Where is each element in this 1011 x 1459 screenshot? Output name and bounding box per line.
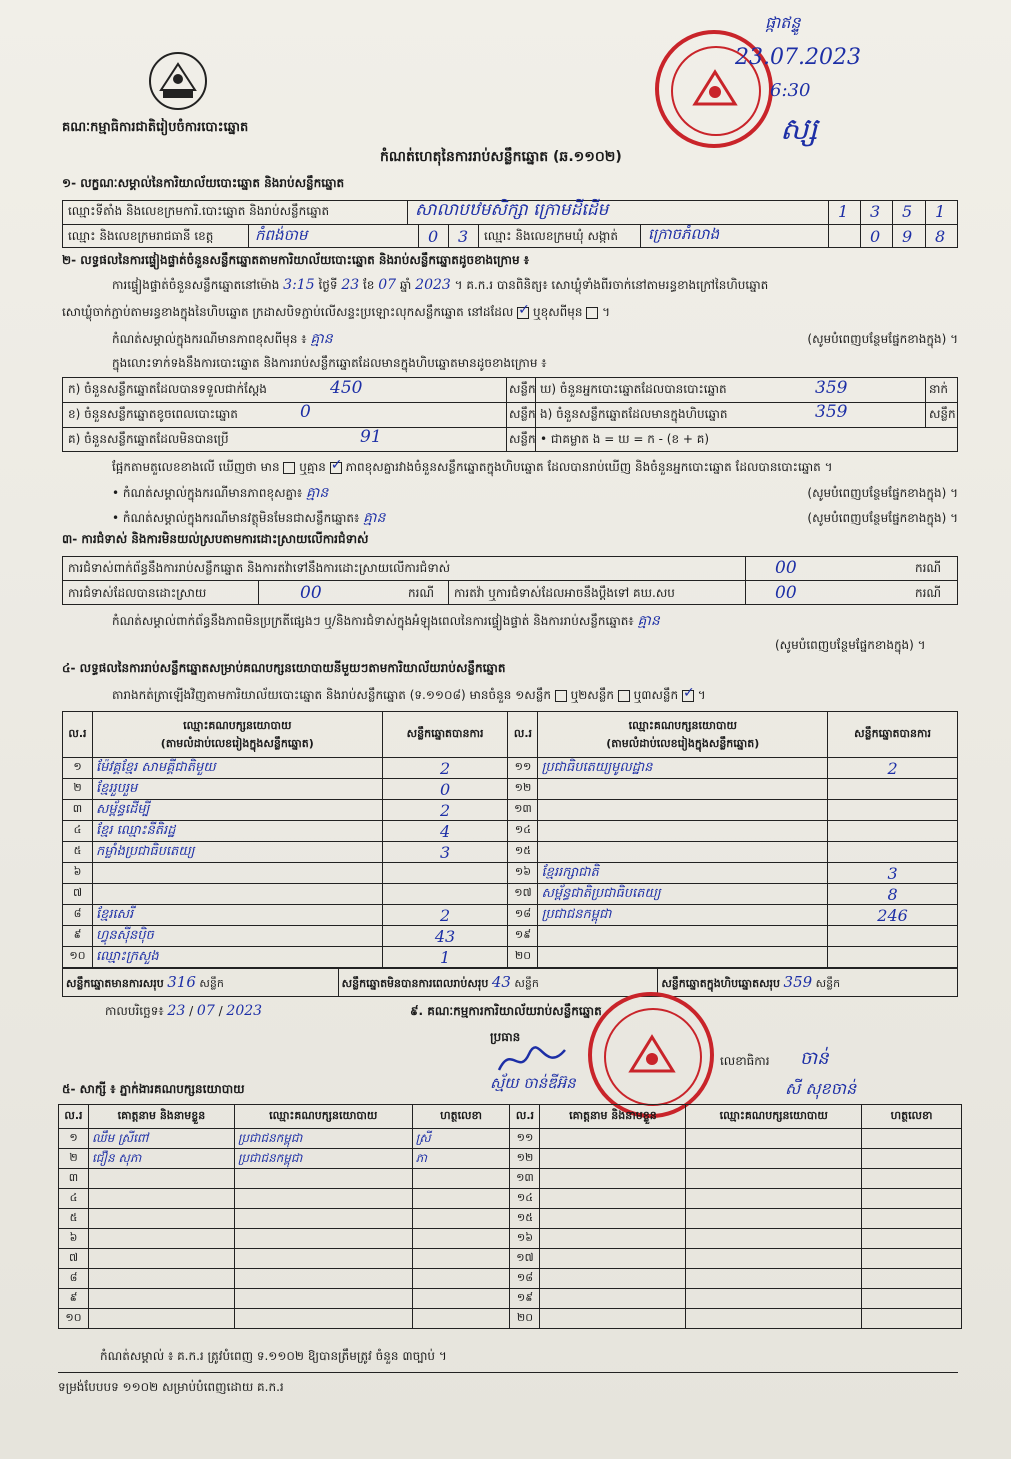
col-votes-left: សន្លឹកឆ្នោតបានការ [382,712,508,758]
party-name: សម្ព័ន្ធដើម្បី [92,800,382,821]
witness-signature [862,1149,962,1169]
party-no: ១០ [63,947,93,968]
party-result-row [63,884,958,905]
commune-value: ក្រោចភំលាង [648,225,720,243]
witness-name [540,1149,686,1169]
party-no: ៩ [63,926,93,947]
secretary-label: លេខាធិការ [720,1054,770,1068]
party-votes: 1 [382,947,508,968]
province-code-1: 0 [428,227,439,246]
party-votes: 43 [382,926,508,947]
witness-no: ២០ [510,1309,540,1329]
party-no: ១៧ [508,884,538,905]
witness-row [59,1309,962,1329]
party-name [538,842,828,863]
witness-signature [862,1129,962,1149]
party-votes: 0 [382,779,508,800]
col-votes-right: សន្លឹកឆ្នោតបានការ [828,712,958,758]
col-no-left: ល.រ [63,712,93,758]
party-votes: 246 [828,905,958,926]
witness-name [88,1209,234,1229]
receipt-date: 23.07.2023 [735,45,861,70]
unused-value: 91 [360,427,382,447]
committee-name: គណៈកម្មាធិការជាតិរៀបចំការបោះឆ្នោត [62,120,249,135]
party-name: សម្ព័ន្ធជាតិប្រជាធិបតេយ្យ [538,884,828,905]
witness-no: ៣ [59,1169,89,1189]
two-sheets-checkbox[interactable] [618,690,630,702]
party-name [538,926,828,947]
witness-party [686,1129,862,1149]
three-sheets-checkbox[interactable] [682,690,694,702]
witness-signature: ភា [412,1149,510,1169]
committee-label: ៩. គណៈកម្មការការិយាល័យរាប់សន្លឹកឆ្នោត [410,1004,602,1018]
objection-row2-value: 00 [300,583,322,603]
witness-col-name-right: គោត្តនាម និងនាមខ្លួន [540,1105,686,1129]
location-code-2: 3 [870,202,881,221]
witness-signature: ស្រី [412,1129,510,1149]
witness-party [686,1169,862,1189]
party-no: ១១ [508,758,538,779]
witness-table [58,1104,962,1329]
witness-signature [412,1229,510,1249]
witness-col-party-right: ឈ្មោះគណបក្សនយោបាយ [686,1105,862,1129]
witness-signature [412,1289,510,1309]
witness-no: ១២ [510,1149,540,1169]
witness-row [59,1149,962,1169]
receipt-signature: ស្ស [780,112,818,147]
party-votes: 2 [382,905,508,926]
party-name [538,800,828,821]
witness-party [234,1209,412,1229]
party-name: ឈ្មោះក្រសួង [92,947,382,968]
party-votes [828,926,958,947]
witness-row [59,1269,962,1289]
total-invalid-cell: សន្លឹកឆ្នោតមិនបានការពេលរាប់សរុប 43 សន្លឹក [338,969,658,997]
voters-label: ឃ) ចំនួនអ្នកបោះឆ្នោតដែលបានបោះឆ្នោត [540,382,727,396]
witness-col-name-left: គោត្តនាម និងនាមខ្លួន [88,1105,234,1129]
witness-name [540,1289,686,1309]
witness-party [686,1269,862,1289]
party-votes [828,800,958,821]
witness-party [234,1289,412,1309]
party-result-row [63,842,958,863]
witness-party [234,1309,412,1329]
location-code-4: 1 [935,202,946,221]
witness-signature [412,1209,510,1229]
has-difference-checkbox[interactable] [283,462,295,474]
party-name [92,863,382,884]
party-votes [828,842,958,863]
witness-row [59,1289,962,1309]
receipt-time: 6:30 [770,80,811,101]
witness-name [88,1169,234,1189]
party-no: ១៥ [508,842,538,863]
party-no: ១ [63,758,93,779]
section3-heading: ៣- ការជំទាស់ និងការមិនយល់ស្របតាមការដោះស្រាយលើការជំទាស់ [62,532,369,546]
party-name [92,884,382,905]
party-name: ខ្មែរ ឈ្មោះនីតិរដ្ឋ [92,821,382,842]
objection-row2-unit: ករណី [408,586,435,600]
witness-col-sign-right: ហត្ថលេខា [862,1105,962,1129]
party-votes [828,821,958,842]
witness-signature [412,1169,510,1189]
witness-no: ១៣ [510,1169,540,1189]
party-result-row [63,821,958,842]
witness-name: ជឿន សុភា [88,1149,234,1169]
objection-row1-value: 00 [775,558,797,578]
location-value: សាលាបឋមសិក្សា ក្រោមដីដើម [415,200,609,220]
witness-no: ៦ [59,1229,89,1249]
witness-signature [862,1249,962,1269]
objection-row1-unit: ករណី [915,561,942,575]
party-no: ១២ [508,779,538,800]
party-no: ១៤ [508,821,538,842]
section1-heading: ១- លក្ខណៈសម្គាល់នៃការិយាល័យបោះឆ្នោត និងរាប់សន្លឹកឆ្នោត [62,176,345,190]
col-party-left: ឈ្មោះគណបក្សនយោបាយ (តាមលំដាប់លេខរៀងក្នុងសន្លឹកឆ្នោត) [92,712,382,758]
party-no: ១៣ [508,800,538,821]
chair-label: ប្រធាន [490,1030,521,1044]
witness-signature [412,1309,510,1329]
witness-no: ៨ [59,1269,89,1289]
witness-name [540,1269,686,1289]
in-box-value: 359 [815,402,848,422]
party-votes: 3 [828,863,958,884]
total-box-cell: សន្លឹកឆ្នោតក្នុងហិបឆ្នោតសរុប 359 សន្លឹក [658,969,958,997]
objection-row1-label: ការជំទាស់ពាក់ព័ន្ធនឹងការរាប់សន្លឹកឆ្នោត និងការតវ៉ាទៅនឹងការដោះស្រាយលើការជំទាស់ [68,561,451,575]
party-votes: 2 [382,758,508,779]
formula: • ជាគម្លាត ង = ឃ = ក - (ខ + គ) [540,432,710,446]
unused-label: គ) ចំនួនសន្លឹកឆ្នោតដែលមិនបានប្រើ [68,432,229,446]
witness-name [88,1289,234,1309]
province-label: ឈ្មោះ និងលេខក្រមរាជធានី ខេត្ត [68,229,214,243]
witness-no: ១ [59,1129,89,1149]
recount-sheets-line: តារាងកត់ត្រាឡើងវិញតាមការិយាល័យបោះឆ្នោត និងរាប់សន្លឹកឆ្នោត (ទ.១១០៨) មានចំនួន ១សន្លឹក ឬ២សន្លឹក ឬ៣សន្លឹក ✓ ។ [112,688,706,703]
party-name: ហ្វុនស៊ីនប៉ិច [92,926,382,947]
party-name: ខ្មែររក្សាជាតិ [538,863,828,884]
no-difference-checkbox[interactable] [330,462,342,474]
witness-signature [862,1269,962,1289]
witness-party [686,1249,862,1269]
party-result-row [63,947,958,968]
witness-name [88,1189,234,1209]
witness-no: ៧ [59,1249,89,1269]
party-votes [828,779,958,800]
witness-name [540,1209,686,1229]
appeal-value: 00 [775,583,797,603]
appeal-label: ការតវ៉ា ឬការជំទាស់ដែលអាចនឹងប្តឹងទៅ គឃ.សប [454,586,675,600]
party-no: ១៨ [508,905,538,926]
party-no: ៦ [63,863,93,884]
witness-row [59,1169,962,1189]
witness-row [59,1209,962,1229]
party-result-row [63,926,958,947]
party-no: ៨ [63,905,93,926]
party-result-row [63,800,958,821]
witness-party [234,1229,412,1249]
spoiled-label: ខ) ចំនួនសន្លឹកឆ្នោតខូចពេលបោះឆ្នោត [68,407,238,421]
witness-col-sign-left: ហត្ថលេខា [412,1105,510,1129]
witness-signature [862,1209,962,1229]
party-votes: 2 [382,800,508,821]
irregularity-note: កំណត់សម្គាល់ពាក់ព័ន្ធនឹងភាពមិនប្រក្រតីផ្សេងៗ ឬ/និងការជំទាស់ក្នុងអំឡុងពេលនៃការផ្ទៀងផ្ទាត់ និងការរាប់សន្លឹកឆ្នោត៖ គ្មាន [112,613,660,629]
in-box-label: ង) ចំនួនសន្លឹកឆ្នោតដែលមានក្នុងហិបឆ្នោត [540,407,728,421]
location-code-1: 1 [838,202,849,221]
witness-no: ១៨ [510,1269,540,1289]
witness-signature [862,1309,962,1329]
party-votes [828,947,958,968]
official-seal-bottom [588,992,714,1118]
witness-party: ប្រជាជនកម្ពុជា [234,1129,412,1149]
verify-time-line: ការផ្ទៀងផ្ទាត់ចំនួនសន្លឹកឆ្នោតនៅម៉ោង 3:15 ថ្ងៃទី 23 ខែ 07 ឆ្នាំ 2023 ។ គ.ក.រ បានពិនិត្យ៖ សោឃ្លុំទាំងពីរចាក់នៅតាមរន្ធខាងក្រៅនៃហិបឆ្នោត [112,277,769,293]
party-no: ៣ [63,800,93,821]
col-no-right: ល.រ [508,712,538,758]
party-name: ខ្មែរសេរី [92,905,382,926]
changed-checkbox[interactable] [586,307,598,319]
party-name: ខ្មែររួបរួម [92,779,382,800]
witness-row [59,1229,962,1249]
party-name: ប្រជាធិបតេយ្យមូលដ្ឋាន [538,758,828,779]
witness-party [686,1209,862,1229]
difference-line: ផ្អែកតាមតួលេខខាងលើ ឃើញថា មាន ឬគ្មាន ✓ ភាពខុសគ្នារវាងចំនួនសន្លឹកឆ្នោតក្នុងហិបឆ្នោត ដែលបានរាប់ឃើញ និងចំនួនអ្នកបោះឆ្នោត ដែលបានបោះឆ្នោត ។ [112,460,833,475]
witness-no: ១៥ [510,1209,540,1229]
seal-check-line: សោឃ្លុំចាក់ភ្ជាប់តាមរន្ធខាងក្នុងនៃហិបឆ្នោត ក្រដាសបិទភ្ជាប់លើសន្ទះប្រឡោះលុកសន្លឹកឆ្នោត នៅដដែល ✓ ឬខុសពីមុន ។ [62,305,610,320]
receipt-note: ផ្កាឥន្ទ្ទូ [765,13,801,32]
date-line: កាលបរិច្ឆេទ៖ 23 / 07 / 2023 [105,1003,263,1019]
witness-name [88,1249,234,1269]
witness-no: ១៦ [510,1229,540,1249]
location-label: ឈ្មោះទីតាំង និងលេខក្រមការិ.បោះឆ្នោត និងរាប់សន្លឹកឆ្នោត [68,204,330,218]
party-votes: 2 [828,758,958,779]
witness-name [88,1229,234,1249]
witness-no: ១៩ [510,1289,540,1309]
party-name: ម៉ែវគ្គខ្មែរ សាមគ្គីជាតិមួយ [92,758,382,779]
witness-signature [412,1269,510,1289]
witness-party: ប្រជាជនកម្ពុជា [234,1149,412,1169]
witness-no: ១៧ [510,1249,540,1269]
witness-name [540,1129,686,1149]
witness-party [234,1269,412,1289]
witness-signature [862,1289,962,1309]
party-result-row [63,863,958,884]
party-name [538,947,828,968]
party-votes [382,863,508,884]
party-result-row [63,905,958,926]
appeal-unit: ករណី [915,586,942,600]
party-name: កម្លាំងប្រជាធិបតេយ្យ [92,842,382,863]
witness-name [540,1249,686,1269]
received-value: 450 [330,378,363,398]
witness-signature [412,1249,510,1269]
witness-no: ៤ [59,1189,89,1209]
col-party-right: ឈ្មោះគណបក្សនយោបាយ (តាមលំដាប់លេខរៀងក្នុងសន្លឹកឆ្នោត) [538,712,828,758]
witness-party [686,1189,862,1209]
witness-no: ៥ [59,1209,89,1229]
witness-party [686,1309,862,1329]
witness-name [540,1169,686,1189]
witness-party [686,1229,862,1249]
section4-heading: ៤- លទ្ធផលនៃការរាប់សន្លឹកឆ្នោតសម្រាប់គណបក្សនយោបាយនីមួយៗតាមការិយាល័យរាប់សន្លឹកឆ្នោត [62,661,506,675]
witness-no: ២ [59,1149,89,1169]
party-name [538,821,828,842]
note-line: កំណត់សម្គាល់ក្នុងករណីមានភាពខុសពីមុន ៖ គ្មាន (សូមបំពេញបន្ថែមផ្នែកខាងក្នុង) ។ [112,331,958,347]
unchanged-checkbox[interactable] [517,307,529,319]
party-no: ២០ [508,947,538,968]
total-valid-cell: សន្លឹកឆ្នោតមានការសរុប 316 សន្លឹក [63,969,339,997]
witness-col-no-left: ល.រ [59,1105,89,1129]
witness-name [88,1269,234,1289]
secretary-name: សី សុខចាន់ [785,1079,857,1098]
party-result-row [63,779,958,800]
witness-signature [412,1189,510,1209]
objection-row2-label: ការជំទាស់ដែលបានដោះស្រាយ [68,586,207,600]
commune-code-2: 9 [902,227,913,246]
party-no: ៥ [63,842,93,863]
chair-name: ស្ម័យ ចាន់ឌីអ៊ន [490,1074,576,1092]
witness-name [540,1309,686,1329]
one-sheet-checkbox[interactable] [555,690,567,702]
secretary-signature: ចាន់ [800,1048,829,1069]
witness-row [59,1189,962,1209]
witness-signature [862,1169,962,1189]
party-no: ២ [63,779,93,800]
witness-name [88,1309,234,1329]
witness-no: ៩ [59,1289,89,1309]
nec-emblem-icon [147,50,209,112]
party-votes: 3 [382,842,508,863]
party-no: ១៦ [508,863,538,884]
party-votes [382,884,508,905]
spoiled-unit: សន្លឹក [509,407,536,421]
voters-value: 359 [815,378,848,398]
foreign-object-note: • កំណត់សម្គាល់ក្នុងករណីមានវត្ថុមិនមែនជាសន្លឹកឆ្នោត៖ គ្មាន (សូមបំពេញបន្ថែមផ្នែកខាងក្នុង) ។ [112,510,958,526]
commune-code-1: 0 [870,227,881,246]
party-name [538,779,828,800]
witness-no: ១៤ [510,1189,540,1209]
section5-heading: ៥- សាក្សី ៖ ភ្នាក់ងារគណបក្សនយោបាយ [62,1082,245,1096]
form-footer: ទម្រង់បែបបទ ១១០២ សម្រាប់បំពេញដោយ គ.ក.រ [58,1380,284,1394]
witness-party [234,1249,412,1269]
totals-row [62,968,958,997]
party-no: ៤ [63,821,93,842]
province-value: កំពង់ចាម [255,226,308,244]
witness-signature [862,1189,962,1209]
commune-label: ឈ្មោះ និងលេខក្រមឃុំ សង្កាត់ [484,229,618,243]
party-name: ប្រជាជនកម្ពុជា [538,905,828,926]
location-code-3: 5 [902,202,913,221]
party-votes: 8 [828,884,958,905]
party-no: ៧ [63,884,93,905]
witness-party [686,1289,862,1309]
received-label: ក) ចំនួនសន្លឹកឆ្នោតដែលបានទទួលជាក់ស្តែង [68,382,267,396]
witness-row [59,1129,962,1149]
footer-note: កំណត់សម្គាល់ ៖ គ.ក.រ ត្រូវបំពេញ ទ.១១០២ ឱ្យបានត្រឹមត្រូវ ចំនួន ៣ច្បាប់ ។ [100,1349,447,1363]
voters-unit: នាក់ [929,382,949,396]
witness-col-no-right: ល.រ [510,1105,540,1129]
difference-note: • កំណត់សម្គាល់ក្នុងករណីមានភាពខុសគ្នា៖ គ្មាន (សូមបំពេញបន្ថែមផ្នែកខាងក្នុង) ។ [112,485,958,501]
witness-party [234,1169,412,1189]
witness-party [234,1189,412,1209]
witness-no: ១០ [59,1309,89,1329]
party-no: ១៩ [508,926,538,947]
witness-col-party-left: ឈ្មោះគណបក្សនយោបាយ [234,1105,412,1129]
witness-signature [862,1229,962,1249]
province-code-2: 3 [458,227,469,246]
commune-code-3: 8 [935,227,946,246]
irregularity-hint: (សូមបំពេញបន្ថែមផ្នែកខាងក្នុង) ។ [775,638,926,652]
witness-party [686,1149,862,1169]
form-title: កំណត់ហេតុនៃការរាប់សន្លឹកឆ្នោត (ឆ.១១០២) [380,149,622,165]
party-result-row [63,758,958,779]
witness-name [540,1229,686,1249]
unused-unit: សន្លឹក [509,432,536,446]
party-votes: 4 [382,821,508,842]
witness-no: ១១ [510,1129,540,1149]
party-results-table [62,711,958,968]
counting-subtitle: ក្នុងលោះទាក់ទងនឹងការបោះឆ្នោត និងការរាប់សន្លឹកឆ្នោតដែលមានក្នុងហិបឆ្នោតមានដូចខាងក្រោម ៖ [112,356,547,370]
spoiled-value: 0 [300,402,311,422]
in-box-unit: សន្លឹក [929,407,956,421]
witness-row [59,1249,962,1269]
witness-name: ឈឹម ស្រីពៅ [88,1129,234,1149]
received-unit: សន្លឹក [509,382,536,396]
section2-heading: ២- លទ្ធផលនៃការផ្ទៀងផ្ទាត់ចំនួនសន្លឹកឆ្នោតតាមការិយាល័យបោះឆ្នោត និងរាប់សន្លឹកឆ្នោតដូចខាងក្រោម ៖ [62,253,530,267]
witness-name [540,1189,686,1209]
